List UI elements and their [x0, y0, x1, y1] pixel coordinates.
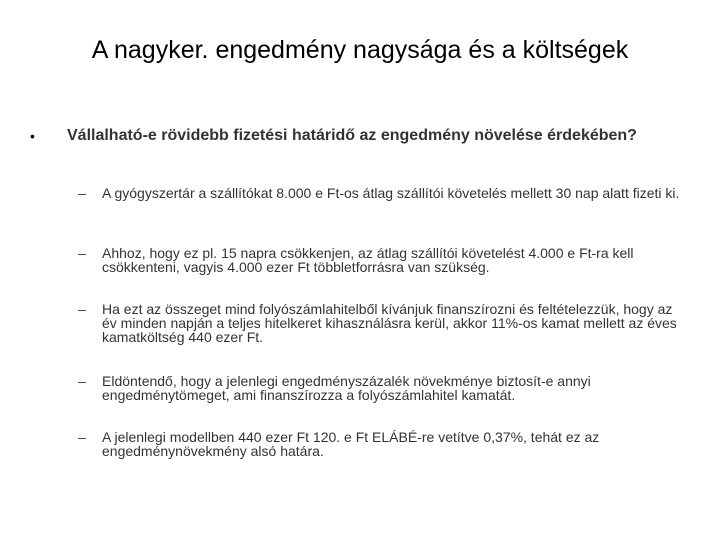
dash-marker: – — [78, 373, 86, 389]
sub-bullet-item — [78, 302, 688, 344]
sub-bullet-text: A gyógyszertár a szállítókat 8.000 e Ft-os átlag szállítói követelés mellett 30 nap alatt fizeti ki. — [102, 185, 680, 201]
main-bullet — [30, 128, 690, 144]
dash-marker: – — [78, 301, 86, 317]
sub-bullet-item — [78, 430, 688, 458]
sub-bullet-text: Ahhoz, hogy ez pl. 15 napra csökkenjen, az átlag szállítói követelést 4.000 e Ft-ra kell csökkenteni, vagyis 4.000 ezer Ft többletforrásra van szükség. — [102, 245, 634, 275]
dash-marker: – — [78, 429, 86, 445]
sub-bullet-text: A jelenlegi modellben 440 ezer Ft 120. e Ft ELÁBÉ-re vetítve 0,37%, tehát ez az engedménynövekmény alsó határa. — [102, 429, 600, 459]
sub-bullet-item — [78, 246, 688, 274]
slide-title: A nagyker. engedmény nagysága és a költségek — [91, 36, 629, 64]
dash-marker: – — [78, 245, 86, 261]
sub-bullet-text: Eldöntendő, hogy a jelenlegi engedményszázalék növekménye biztosít-e annyi engedménytömeget, ami finanszírozza a folyószámlahitel kamatát. — [102, 373, 591, 403]
sub-bullet-item — [78, 374, 688, 402]
bullet-marker: • — [30, 128, 35, 144]
dash-marker: – — [78, 185, 86, 201]
main-bullet-text: Vállalható-e rövidebb fizetési határidő az engedmény növelése érdekében? — [67, 127, 637, 144]
sub-bullet-item — [78, 186, 688, 200]
sub-bullet-text: Ha ezt az összeget mind folyószámlahitelből kívánjuk finanszírozni és feltételezzük, hogy az év minden napján a teljes hitelkeret kihasználásra kerül, akkor 11%-os kamat mellett az éves kamatköltség 440 ezer Ft. — [102, 301, 677, 345]
